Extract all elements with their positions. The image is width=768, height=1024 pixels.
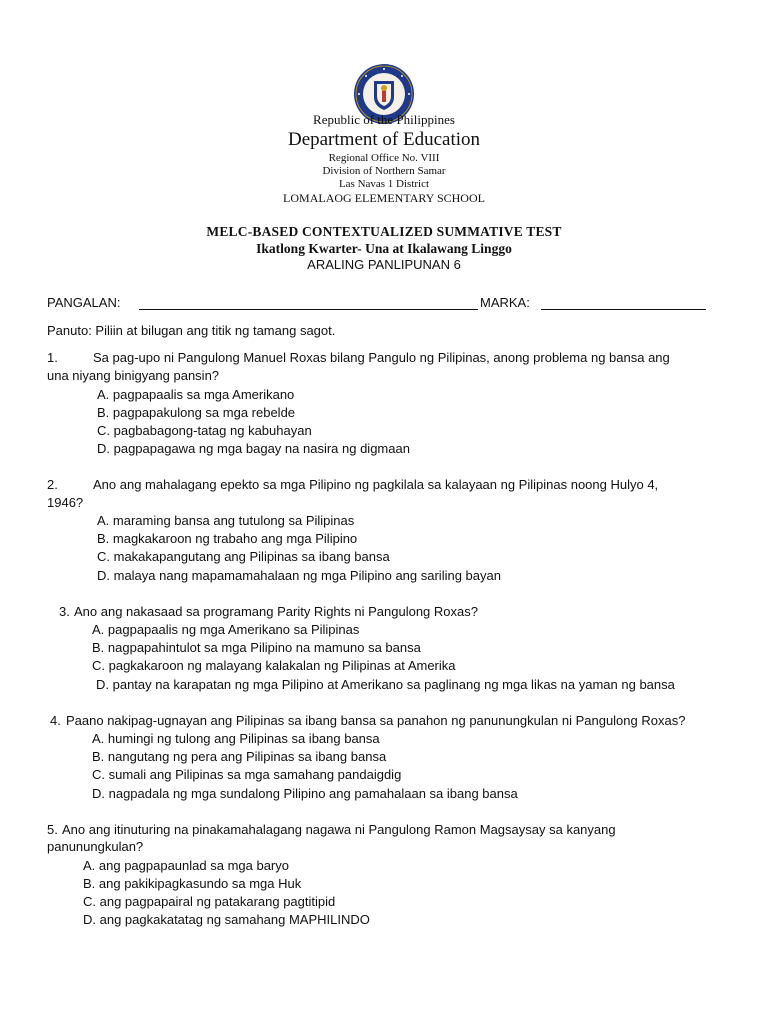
question-2-option-c[interactable]: C. makakapangutang ang Pilipinas sa ibang bansa bbox=[97, 549, 390, 564]
division-name: Division of Northern Samar bbox=[322, 165, 446, 177]
question-1-option-a[interactable]: A. pagpapaalis sa mga Amerikano bbox=[97, 387, 295, 402]
question-1-option-b[interactable]: B. pagpapakulong sa mga rebelde bbox=[97, 405, 296, 420]
question-2-option-a[interactable]: A. maraming bansa ang tutulong sa Pilipinas bbox=[97, 513, 355, 528]
regional-office: Regional Office No. VIII bbox=[328, 152, 440, 164]
score-label: MARKA: bbox=[480, 295, 530, 310]
question-5-text: Ano ang itinuturing na pinakamahalagang nagawa ni Pangulong Ramon Magsaysay sa kanyang bbox=[62, 822, 616, 837]
republic-label: Republic of the Philippines bbox=[313, 112, 455, 127]
question-1-text: Sa pag-upo ni Pangulong Manuel Roxas bilang Pangulo ng Pilipinas, anong problema ng bansa ang bbox=[93, 350, 670, 365]
district-name: Las Navas 1 District bbox=[338, 178, 430, 190]
question-5-number: 5. bbox=[47, 822, 58, 837]
question-4-number: 4. bbox=[50, 713, 61, 728]
question-5-option-a[interactable]: A. ang pagpapaunlad sa mga baryo bbox=[83, 858, 289, 873]
question-3-option-a[interactable]: A. pagpapaalis ng mga Amerikano sa Pilipinas bbox=[92, 622, 360, 637]
question-5-option-b[interactable]: B. ang pakikipagkasundo sa mga Huk bbox=[83, 876, 302, 891]
question-1-option-c[interactable]: C. pagbabagong-tatag ng kabuhayan bbox=[97, 423, 312, 438]
name-field-line[interactable] bbox=[139, 309, 478, 310]
question-4-option-a[interactable]: A. humingi ng tulong ang Pilipinas sa ibang bansa bbox=[92, 731, 380, 746]
question-2-option-b[interactable]: B. magkakaroon ng trabaho ang mga Pilipino bbox=[97, 531, 358, 546]
question-5-text-cont: panunungkulan? bbox=[47, 839, 144, 854]
question-2-number: 2. bbox=[47, 477, 58, 492]
subject-name: ARALING PANLIPUNAN 6 bbox=[307, 257, 461, 272]
question-3-number: 3. bbox=[59, 604, 70, 619]
question-5-option-c[interactable]: C. ang pagpapairal ng patakarang pagtitipid bbox=[83, 894, 336, 909]
school-name: LOMALAOG ELEMENTARY SCHOOL bbox=[283, 191, 485, 205]
instructions: Panuto: Piliin at bilugan ang titik ng tamang sagot. bbox=[47, 323, 336, 338]
question-3-option-c[interactable]: C. pagkakaroon ng malayang kalakalan ng Pilipinas at Amerika bbox=[92, 658, 456, 673]
department-title: Department of Education bbox=[287, 129, 481, 150]
test-title: MELC-BASED CONTEXTUALIZED SUMMATIVE TEST bbox=[206, 224, 562, 239]
question-3-text: Ano ang nakasaad sa programang Parity Rights ni Pangulong Roxas? bbox=[74, 604, 478, 619]
name-label: PANGALAN: bbox=[47, 295, 121, 310]
question-1-text-cont: una niyang binigyang pansin? bbox=[47, 368, 220, 383]
question-2-text-cont: 1946? bbox=[47, 495, 84, 510]
question-4-option-c[interactable]: C. sumali ang Pilipinas sa mga samahang pandaigdig bbox=[92, 767, 402, 782]
question-1-number: 1. bbox=[47, 350, 58, 365]
question-3-option-d[interactable]: D. pantay na karapatan ng mga Pilipino at Amerikano sa paglinang ng mga likas na yaman ng bansa bbox=[96, 677, 675, 692]
test-subtitle: Ikatlong Kwarter- Una at Ikalawang Linggo bbox=[256, 241, 512, 256]
score-field-line[interactable] bbox=[541, 309, 706, 310]
question-4-option-d[interactable]: D. nagpadala ng mga sundalong Pilipino ang pamahalaan sa ibang bansa bbox=[92, 786, 518, 801]
question-3-option-b[interactable]: B. nagpapahintulot sa mga Pilipino na mamuno sa bansa bbox=[92, 640, 421, 655]
question-4-text: Paano nakipag-ugnayan ang Pilipinas sa ibang bansa sa panahon ng panunungkulan ni Pangulong Roxas? bbox=[66, 713, 686, 728]
question-4-option-b[interactable]: B. nangutang ng pera ang Pilipinas sa ibang bansa bbox=[92, 749, 387, 764]
question-2-option-d[interactable]: D. malaya nang mapamamahalaan ng mga Pilipino ang sariling bayan bbox=[97, 568, 501, 583]
question-5-option-d[interactable]: D. ang pagkakatatag ng samahang MAPHILINDO bbox=[83, 912, 370, 927]
question-1-option-d[interactable]: D. pagpapagawa ng mga bagay na nasira ng digmaan bbox=[97, 441, 410, 456]
question-2-text: Ano ang mahalagang epekto sa mga Pilipino ng pagkilala sa kalayaan ng Pilipinas noong Hulyo 4, bbox=[93, 477, 659, 492]
